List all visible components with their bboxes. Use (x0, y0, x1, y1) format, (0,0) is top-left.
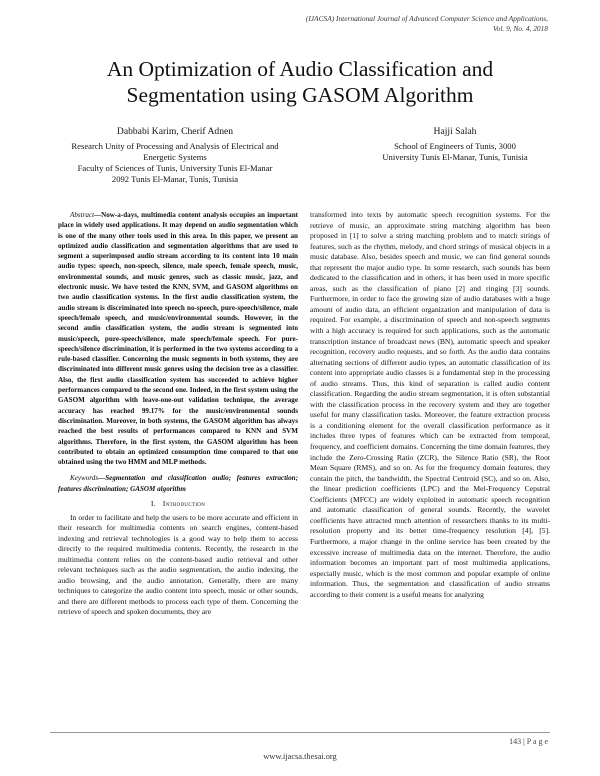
affiliation-line: Research Unity of Processing and Analysis of Electrical and (71, 141, 279, 151)
keywords-label: Keywords (70, 474, 99, 483)
paper-title (0, 56, 600, 108)
affiliation-line: Faculty of Sciences of Tunis, University Tunis El-Manar (77, 163, 273, 173)
author-names: Hajji Salah (433, 126, 477, 137)
intro-paragraph: In order to facilitate and help the users to be more accurate and efficient in their research for multimedia contents on search engines, content-based indexing and retrieval technologies is a good way to help them to access directly to the required multimedia contents. Recently, the research in the multimedia content relies on the content-based audio retrieval and other relevant techniques such as the audio segmentation, the audio indexing, the audio browsing, and the audio annotation. Generally, there are many techniques to categorize the audio content into speech, music or other sounds, and there are different methods to process each type of them. Concerning the retrieve of speech and spoken documents, they are (58, 512, 298, 617)
journal-url: www.ijacsa.thesai.org (263, 752, 337, 761)
footer-divider (50, 732, 550, 733)
section-number: I. (150, 499, 157, 509)
abstract-text: —Now-a-days, multimedia content analysis occupies an important place in widely used applications. It may depend on audio segmentation which is one of the many other tools used in this area. In this paper, we present an optimized audio classification and segmentation algorithms that are used to segment a superimposed audio stream according to its content into 10 main audio types: speech, non-speech, silence, male speech, female speech, music, environmental sounds, and music genres, such as classic music, jazz, and electronic music. We have tested the KNN, SVM, and GASOM algorithms on two audio classification systems. In the first audio classification system, the audio stream is discriminated into speech no-speech, pure-speech/silence, male speech/female speech, and music/environmental sounds. However, in the second audio classification system, the audio stream is segmented into music/speech, pure-speech/silence, male speech/female speech. For pure-speech/silence discrimination, it is performed in the two systems according to a rule-based classifier. Concerning the music segments in both systems, they are discriminated into different music genres using the decision tree as a classifier. Also, the first audio classification system has succeeded to achieve higher performances compared to the second one. Indeed, in the first system using the GASOM algorithm with leave-one-out validation technique, the average accuracy has reached 99.17% for the music/environmental sounds discrimination. Moreover, in both systems, the GASOM algorithm has always reached the best results of performances compared to KNN and SVM algorithms. Therefore, in the first system, the GASOM algorithm has been contributed to obtain an optimized consumption time compared to that one obtained using the two HMM and MLP methods. (58, 211, 298, 467)
right-column (310, 210, 550, 600)
title-line-1: An Optimization of Audio Classification and (106, 57, 494, 81)
section-heading (58, 499, 298, 510)
left-column (58, 210, 298, 618)
affiliation-line: 2092 Tunis El-Manar, Tunis, Tunisia (111, 174, 239, 184)
author-block-2 (330, 126, 580, 163)
intro-paragraph-continued: transformed into texts by automatic speech recognition systems. For the retrieve of music, an approximate string matching algorithm has been proposed in [1] to solve a string matching problem and to match strings of features, such as the rhythm, melody, and chord strings of musical objects in a music database. Also, besides speech and music, we can find general sounds that represent the major audio type. In some research, such sounds has been dedicated to the classification and in others, it has been used in more specific areas, such as the classification of piano [2] and ringing [3] sounds. Furthermore, in order to face the growing size of audio databases with a huge amount of audio data, an efficient organization and manipulation of data is required. For example, a discrimination of speech and non-speech segments with a high accuracy is required for such applications, such as the automatic transcription instance of broadcast news (BN), automatic speech and speaker recognition, recovery audio requests, and so forth. As the audio data contains alternating sections of different audio types, an automatic classification of its content into appropriate audio classes is a fundamental step in the processing of audio streams. Thus, this kind of separation is called audio content classification. Regarding the audio stream segmentation, it is often substantial with the classification process in the recovery system and they are together useful for many classification tasks. Moreover, the feature extraction process is a conditioning element for the overall classification performance as it includes three types of features which can be extracted from temporal, frequency, and coefficient domains. Concerning the time domain features, they include the Zero-Crossing Ratio (ZCR), the Silence Ratio (SR), the Root Mean Square (RMS), and so on. As for the frequency domain features, they contain the pitch, the bandwidth, the Spectral Centroid (SC), and so on. Also, the linear prediction coefficients (LPC) and the Mel-Frequency Cepstral Coefficients (MFCC) are widely exploited in automatic speech recognition and automatic classification of general sounds. Recently, the wavelet coefficients have attracted much attention of researchers thanks to its multi-resolution property and its better time-frequency resolution [4], [5]. Furthermore, a major change in the online service has been created by the excessive increase of multimedia data on the internet. Therefore, the audio information becomes an important part of most multimedia applications, especially music, which is the most common and popular example of online information. Thus, the segmentation and classification of audio streams according to their content is a useful means for analyzing (310, 210, 550, 599)
page-number: 143 | P a g e (509, 737, 548, 746)
journal-name: (IJACSA) International Journal of Advanced Computer Science and Applications, (305, 14, 548, 23)
abstract (58, 210, 298, 467)
abstract-label: Abstract (70, 211, 95, 219)
affiliation-line: University Tunis El-Manar, Tunis, Tunisia (382, 152, 528, 162)
author-block-1 (40, 126, 310, 185)
author-names: Dabbabi Karim, Cherif Adnen (116, 126, 234, 137)
title-line-2: Segmentation using GASOM Algorithm (126, 83, 474, 107)
keywords-text: —Segmentation and classification audio; features extraction; features discrimination; GASOM algorithm (58, 474, 298, 493)
affiliation-line: Energetic Systems (143, 152, 207, 162)
journal-header (306, 14, 548, 34)
section-title: Introduction (162, 499, 206, 509)
affiliation-line: School of Engineers of Tunis, 3000 (394, 141, 516, 151)
keywords (58, 473, 298, 494)
journal-volume: Vol. 9, No. 4, 2018 (492, 24, 548, 33)
